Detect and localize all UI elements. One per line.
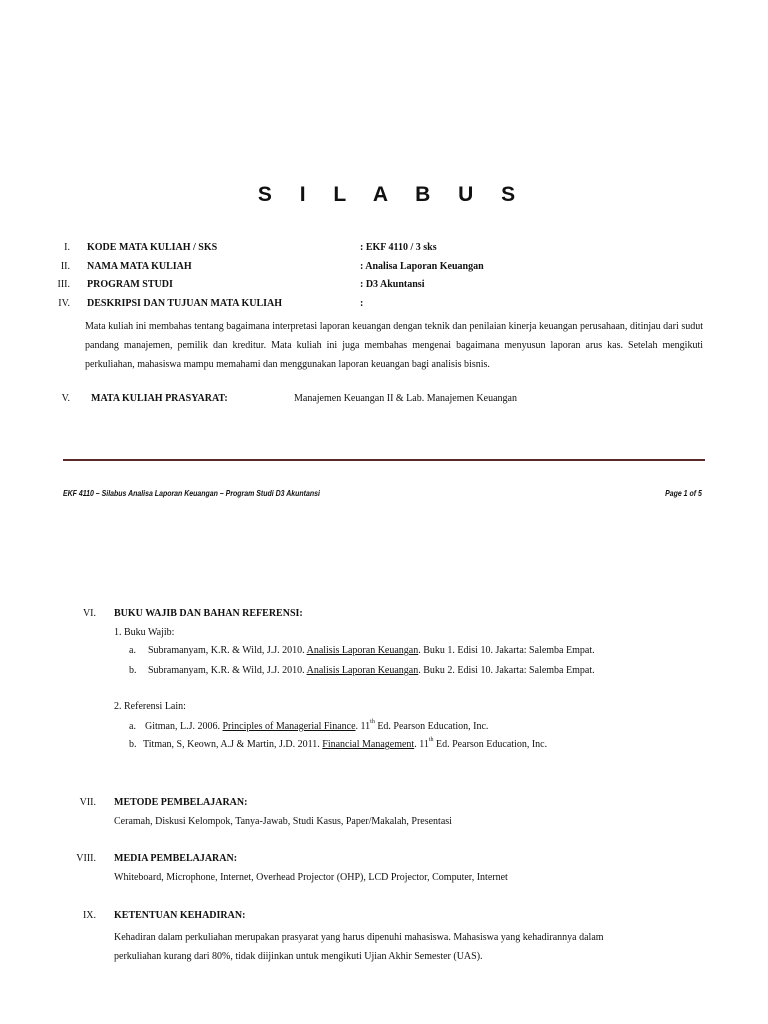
prerequisite-value: Manajemen Keuangan II & Lab. Manajemen Keuangan [294, 393, 517, 404]
section-label: METODE PEMBELAJARAN: [114, 797, 248, 808]
section-label: KODE MATA KULIAH / SKS [87, 242, 218, 253]
section-value: : EKF 4110 / 3 sks [360, 242, 437, 253]
section-value: : Analisa Laporan Keuangan [360, 261, 484, 272]
list-letter: a. [129, 721, 136, 732]
section-number: V. [61, 393, 70, 404]
section-text: Kehadiran dalam perkuliahan merupakan prasyarat yang harus dipenuhi mahasiswa. Mahasiswa yang kehadirannya dalam perkuliahan kurang dari 80%, tidak diijinkan untuk mengikuti Ujian Akhir Semester (UAS). [114, 932, 604, 962]
reference-title: Principles of Managerial Finance [222, 721, 356, 732]
subsection-heading: 1. Buku Wajib: [114, 627, 175, 638]
section-number: III. [57, 279, 70, 290]
book-citation: Subramanyam, K.R. & Wild, J.J. 2010. Analisis Laporan Keuangan. Buku 2. Edisi 10. Jakarta: Salemba Empat. [148, 665, 595, 676]
document-title: S I L A B U S [257, 183, 527, 206]
section-label: DESKRIPSI DAN TUJUAN MATA KULIAH [87, 298, 283, 309]
page-footer-text: EKF 4110 – Silabus Analisa Laporan Keuangan – Program Studi D3 Akuntansi [63, 488, 320, 498]
list-letter: a. [129, 645, 136, 656]
section-value: : D3 Akuntansi [360, 279, 425, 290]
section-number: IX. [82, 910, 96, 921]
section-label: NAMA MATA KULIAH [87, 261, 192, 272]
section-label: KETENTUAN KEHADIRAN: [114, 910, 246, 921]
section-label: PROGRAM STUDI [87, 279, 173, 290]
reference-citation: Titman, S, Keown, A.J & Martin, J.D. 2011. Financial Management. 11th Ed. Pearson Education, Inc. [143, 737, 548, 750]
list-item [129, 737, 548, 750]
reference-citation: Gitman, L.J. 2006. Principles of Managerial Finance. 11th Ed. Pearson Education, Inc. [145, 719, 489, 732]
section-value: : [360, 298, 364, 309]
book-title: Analisis Laporan Keuangan [306, 665, 419, 676]
section-label: BUKU WAJIB DAN BAHAN REFERENSI: [114, 608, 303, 619]
list-letter: b. [129, 739, 137, 750]
list-item [129, 645, 595, 656]
reference-title: Financial Management [322, 739, 415, 750]
section-label: MEDIA PEMBELAJARAN: [114, 853, 238, 864]
section-label: MATA KULIAH PRASYARAT: [91, 393, 228, 404]
section-number: I. [64, 242, 70, 253]
section-number: IV. [58, 298, 70, 309]
book-title: Analisis Laporan Keuangan [306, 645, 419, 656]
list-item [129, 665, 595, 676]
section-text: Whiteboard, Microphone, Internet, Overhead Projector (OHP), LCD Projector, Computer, Internet [114, 872, 508, 883]
course-description: Mata kuliah ini membahas tentang bagaimana interpretasi laporan keuangan dengan teknik dan penilaian kinerja keuangan perusahaan, ditinjau dari sudut pandang manajemen, pemilik dan kreditur. Mata kuliah ini juga membahas mengenai bagaimana menyusun laporan arus kas. Setelah mengikuti perkuliahan, mahasiswa mampu memahami dan menggunakan laporan keuangan bagi analisis bisnis. [85, 321, 703, 370]
page-number: Page 1 of 5 [665, 488, 702, 498]
book-citation: Subramanyam, K.R. & Wild, J.J. 2010. Analisis Laporan Keuangan. Buku 1. Edisi 10. Jakarta: Salemba Empat. [148, 645, 595, 656]
section-number: VII. [79, 797, 96, 808]
subsection-heading: 2. Referensi Lain: [114, 701, 186, 712]
footer-divider [63, 459, 705, 461]
list-letter: b. [129, 665, 137, 676]
section-number: II. [60, 261, 70, 272]
list-item [129, 719, 489, 732]
section-number: VI. [82, 608, 96, 619]
section-number: VIII. [76, 853, 96, 864]
section-text: Ceramah, Diskusi Kelompok, Tanya-Jawab, Studi Kasus, Paper/Makalah, Presentasi [114, 816, 452, 827]
